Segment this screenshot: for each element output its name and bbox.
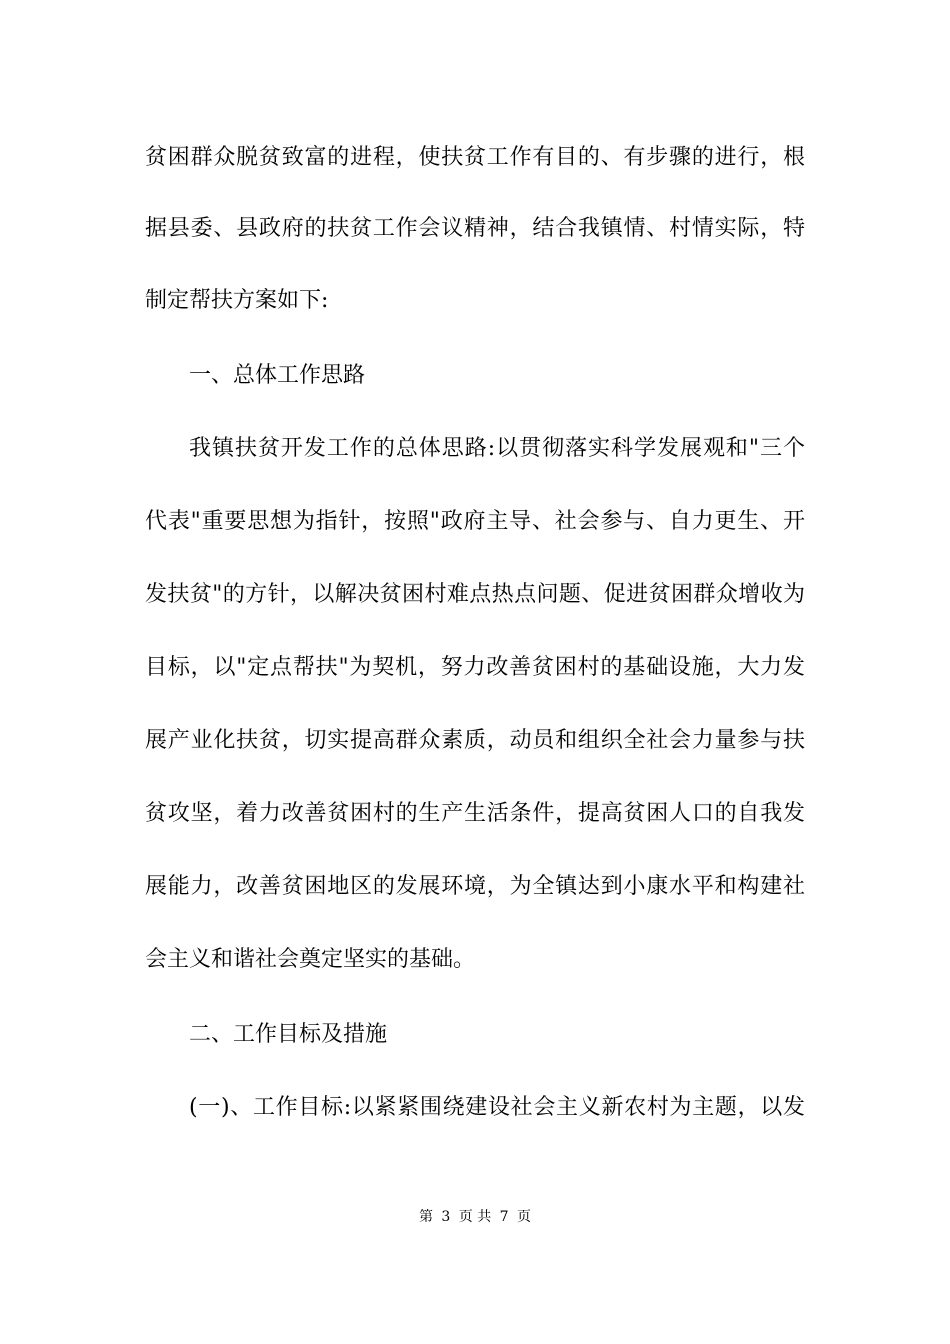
footer-total-pages: 7 (499, 1209, 509, 1225)
body-text-line: 会主义和谐社会奠定坚实的基础。 (145, 947, 476, 972)
body-text-line: 目标，以"定点帮扶"为契机，努力改善贫困村的基础设施，大力发 (145, 655, 805, 680)
body-text-line: (一)、工作目标:以紧紧围绕建设社会主义新农村为主题，以发 (189, 1095, 805, 1120)
section-heading: 一、总体工作思路 (189, 363, 366, 388)
body-text-line: 贫困群众脱贫致富的进程，使扶贫工作有目的、有步骤的进行，根 (145, 145, 805, 170)
body-text-line: 我镇扶贫开发工作的总体思路:以贯彻落实科学发展观和"三个 (189, 436, 805, 461)
page-footer (0, 1207, 950, 1227)
body-text-line: 代表"重要思想为指针，按照"政府主导、社会参与、自力更生、开 (145, 509, 805, 534)
body-text-line: 贫攻坚，着力改善贫困村的生产生活条件，提高贫困人口的自我发 (145, 801, 805, 826)
footer-suffix: 页 (517, 1209, 532, 1225)
footer-current-page: 3 (441, 1209, 451, 1225)
footer-prefix: 第 (418, 1209, 433, 1225)
body-text-line: 制定帮扶方案如下: (145, 288, 329, 313)
footer-mid: 页 共 (458, 1209, 492, 1225)
section-heading: 二、工作目标及措施 (189, 1022, 388, 1047)
body-text-line: 展产业化扶贫，切实提高群众素质，动员和组织全社会力量参与扶 (145, 728, 805, 753)
body-text-line: 展能力，改善贫困地区的发展环境，为全镇达到小康水平和构建社 (145, 874, 805, 899)
body-text-line: 据县委、县政府的扶贫工作会议精神，结合我镇情、村情实际，特 (145, 216, 805, 241)
body-text-line: 发扶贫"的方针，以解决贫困村难点热点问题、促进贫困群众增收为 (145, 582, 805, 607)
